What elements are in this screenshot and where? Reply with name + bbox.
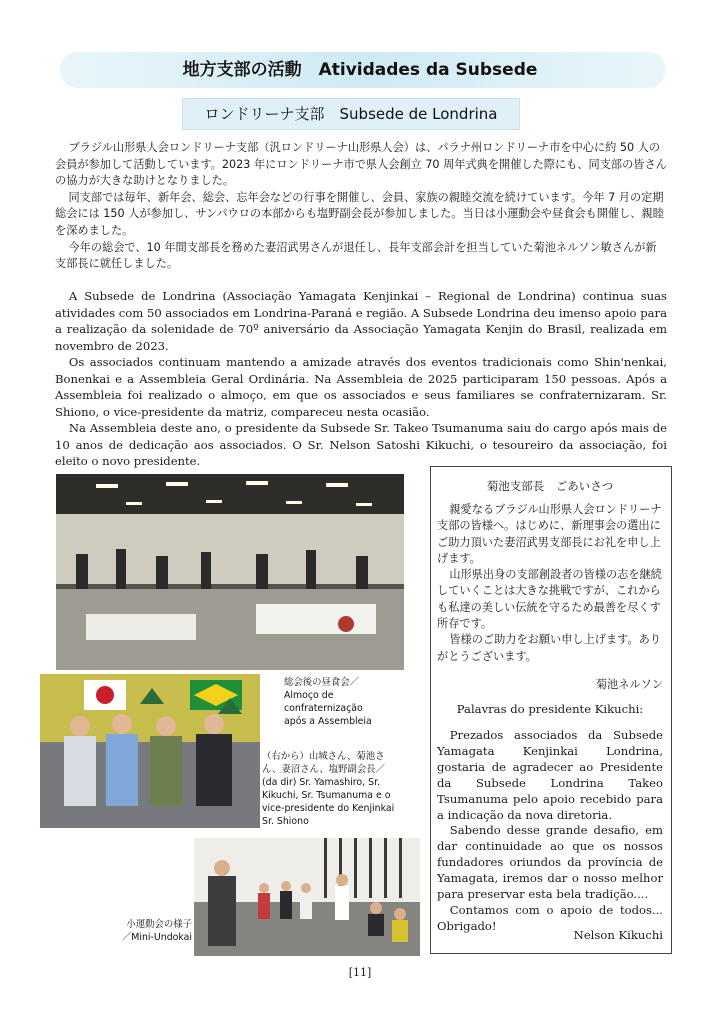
- jp-paragraph: 今年の総会で、10 年間支部長を務めた妻沼武男さんが退任し、長年支部会計を担当していた菊池ネルソン敏さんが新支部長に就任しました。: [55, 240, 657, 271]
- lunch-caption: 総会後の昼食会／ Almoço de confraternização após a Assembleia: [284, 677, 372, 727]
- message-pt-paragraph: Sabendo desse grande desafio, em dar continuidade ao que os nossos fundadores oriundos da província de Yamagata, iremos dar o nosso melhor para preservar esta bela tradição....: [437, 823, 663, 902]
- lunch-hall-photo: [56, 474, 404, 670]
- message-body-pt: [437, 728, 663, 935]
- message-pt-paragraph: Prezados associados da Subsede Yamagata Kenjinkai Londrina, gostaria de agradecer ao Presidente da Subsede Londrina Takeo Tsumanuma pelo apoio recebido para a indicação da nova diretoria.: [437, 728, 663, 822]
- message-signature-jp: 菊池ネルソン: [595, 678, 663, 691]
- group-caption: （右から）山城さん、菊池さ ん、妻沼さん、塩野副会長／ (da dir) Sr. Yamashiro, Sr. Kikuchi, Sr. Tsumanuma e o vice-presidente do Kenjinkai Sr. Shiono: [262, 751, 395, 827]
- message-pt-paragraph: Contamos com o apoio de todos... Obrigado!: [437, 902, 663, 933]
- jp-paragraph: ブラジル山形県人会ロンドリーナ支部（汎ロンドリーナ山形県人会）は、パラナ州ロンドリーナ市を中心に約 50 人の会員が参加して活動しています。2023 年にロンドリーナ市で県人会創立 70 周年式典を開催した際にも、同支部の皆さんの協力が大きな助けとなりました。: [55, 141, 667, 188]
- japanese-article: [55, 140, 667, 273]
- message-jp-paragraph: 皆様のご助力をお願い申し上げます。ありがとうございます。: [437, 633, 661, 663]
- group-photo: [40, 674, 260, 828]
- page-number: [11]: [348, 966, 372, 979]
- message-signature-pt: Nelson Kikuchi: [573, 928, 663, 942]
- pt-paragraph: Os associados continuam mantendo a amizade através dos eventos tradicionais como Shin'nenkai, Bonenkai e a Assembleia Geral Ordinária. Na Assembleia de 2025 participaram 150 pessoas. Após a Assembleia foi realizado o almoço, em que os associados e seus familiares se confraternizaram. Sr. Shiono, o vice-presidente da matriz, compareceu nesta ocasião.: [55, 355, 667, 419]
- message-body-jp: [437, 502, 663, 665]
- jp-paragraph: 同支部では毎年、新年会、総会、忘年会などの行事を開催し、会員、家族の親睦交流を続けています。今年 7 月の定期総会には 150 人が参加し、サンパウロの本部からも塩野副会長が参加しました。当日は小運動会や昼食会も開催し、親睦を深めました。: [55, 190, 664, 237]
- message-title-jp: 菊池支部長 ごあいさつ: [486, 479, 614, 493]
- pt-paragraph: Na Assembleia deste ano, o presidente da Subsede Sr. Takeo Tsumanuma saiu do cargo após mais de 10 anos de dedicação aos associados. O Sr. Nelson Satoshi Kikuchi, o tesoureiro da associação, foi eleito o novo presidente.: [55, 421, 667, 468]
- undokai-photo: [194, 838, 420, 956]
- undokai-caption: 小運動会の様子 ／Mini-Undokai: [121, 919, 192, 943]
- message-jp-paragraph: 親愛なるブラジル山形県人会ロンドリーナ支部の皆様へ。はじめに、新理事会の選出にご助力頂いた妻沼武男支部長にお礼を申し上げます。: [437, 503, 662, 565]
- subsection-title: ロンドリーナ支部 Subsede de Londrina: [182, 98, 520, 130]
- message-jp-paragraph: 山形県出身の支部創設者の皆様の志を継続していくことは大きな挑戦ですが、これからも私達の美しい伝統を守るため最善を尽くす所存です。: [437, 568, 662, 631]
- pt-paragraph: A Subsede de Londrina (Associação Yamagata Kenjinkai – Regional de Londrina) continua suas atividades com 50 associados em Londrina-Paraná e região. A Subsede Londrina deu imenso apoio para a realização da solenidade de 70º aniversário da Associação Yamagata Kenjin do Brasil, realizada em novembro de 2023.: [55, 289, 667, 353]
- message-title-pt: Palavras do presidente Kikuchi:: [456, 702, 644, 716]
- portuguese-article: [55, 288, 667, 470]
- section-title: 地方支部の活動 Atividades da Subsede: [182, 60, 538, 80]
